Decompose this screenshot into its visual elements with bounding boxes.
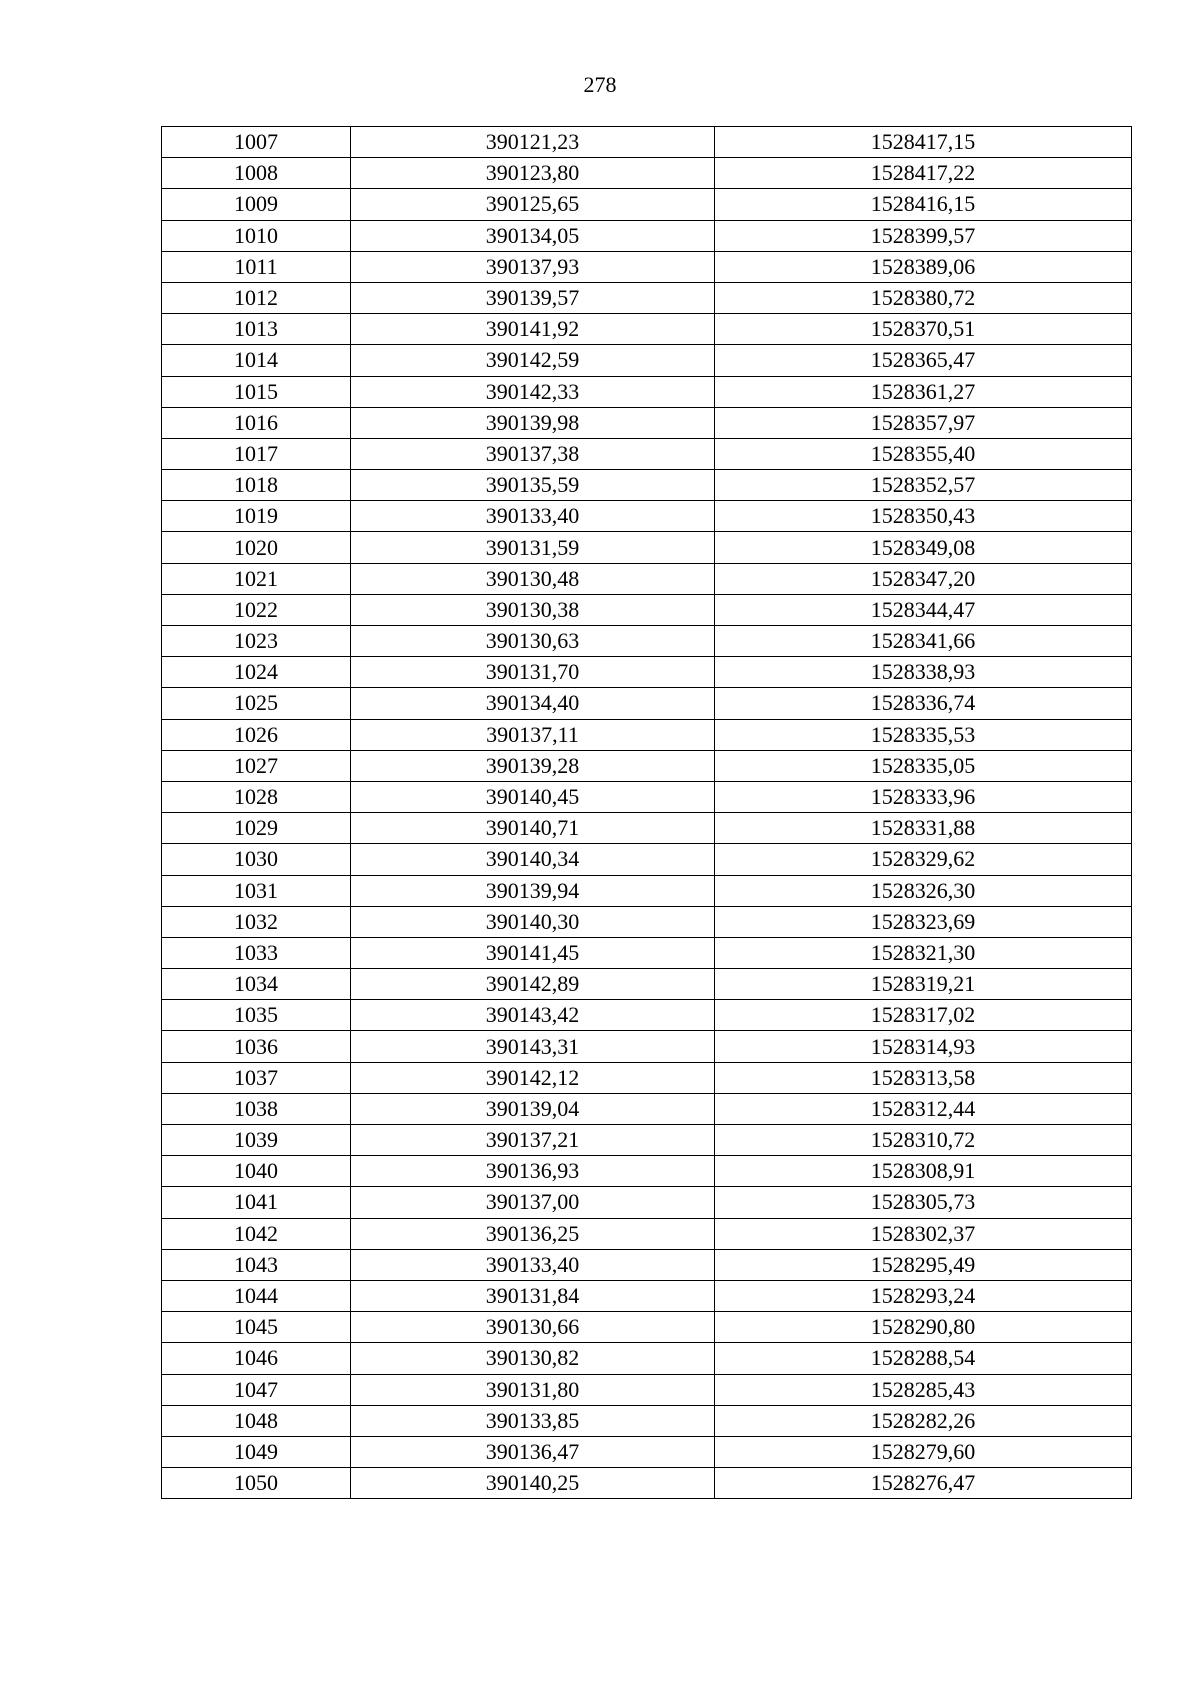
table-row (162, 657, 1132, 688)
x-coordinate-cell: 390142,59 (351, 345, 715, 376)
x-coordinate-cell: 390133,85 (351, 1405, 715, 1436)
point-number-cell: 1007 (162, 127, 351, 158)
table-row (162, 1468, 1132, 1499)
table-row (162, 189, 1132, 220)
point-number-cell: 1041 (162, 1187, 351, 1218)
x-coordinate-cell: 390130,66 (351, 1312, 715, 1343)
y-coordinate-cell: 1528344,47 (715, 594, 1132, 625)
x-coordinate-cell: 390142,89 (351, 969, 715, 1000)
point-number-cell: 1010 (162, 220, 351, 251)
y-coordinate-cell: 1528279,60 (715, 1436, 1132, 1467)
y-coordinate-cell: 1528338,93 (715, 657, 1132, 688)
coordinates-table (161, 126, 1132, 1499)
x-coordinate-cell: 390137,93 (351, 251, 715, 282)
point-number-cell: 1017 (162, 438, 351, 469)
x-coordinate-cell: 390143,42 (351, 1000, 715, 1031)
point-number-cell: 1047 (162, 1374, 351, 1405)
x-coordinate-cell: 390136,93 (351, 1156, 715, 1187)
x-coordinate-cell: 390130,63 (351, 626, 715, 657)
point-number-cell: 1015 (162, 376, 351, 407)
point-number-cell: 1008 (162, 158, 351, 189)
table-row (162, 906, 1132, 937)
point-number-cell: 1021 (162, 563, 351, 594)
point-number-cell: 1031 (162, 875, 351, 906)
point-number-cell: 1014 (162, 345, 351, 376)
x-coordinate-cell: 390139,57 (351, 282, 715, 313)
point-number-cell: 1038 (162, 1093, 351, 1124)
y-coordinate-cell: 1528317,02 (715, 1000, 1132, 1031)
table-row (162, 220, 1132, 251)
y-coordinate-cell: 1528335,53 (715, 719, 1132, 750)
y-coordinate-cell: 1528336,74 (715, 688, 1132, 719)
x-coordinate-cell: 390141,92 (351, 314, 715, 345)
x-coordinate-cell: 390130,48 (351, 563, 715, 594)
x-coordinate-cell: 390133,40 (351, 1249, 715, 1280)
y-coordinate-cell: 1528308,91 (715, 1156, 1132, 1187)
point-number-cell: 1025 (162, 688, 351, 719)
table-row (162, 1062, 1132, 1093)
table-row (162, 1125, 1132, 1156)
point-number-cell: 1018 (162, 470, 351, 501)
table-row (162, 563, 1132, 594)
y-coordinate-cell: 1528335,05 (715, 750, 1132, 781)
x-coordinate-cell: 390137,38 (351, 438, 715, 469)
x-coordinate-cell: 390130,38 (351, 594, 715, 625)
y-coordinate-cell: 1528326,30 (715, 875, 1132, 906)
point-number-cell: 1033 (162, 937, 351, 968)
table-row (162, 376, 1132, 407)
point-number-cell: 1020 (162, 532, 351, 563)
x-coordinate-cell: 390131,80 (351, 1374, 715, 1405)
point-number-cell: 1009 (162, 189, 351, 220)
y-coordinate-cell: 1528347,20 (715, 563, 1132, 594)
x-coordinate-cell: 390131,70 (351, 657, 715, 688)
x-coordinate-cell: 390143,31 (351, 1031, 715, 1062)
point-number-cell: 1026 (162, 719, 351, 750)
table-row (162, 781, 1132, 812)
table-row (162, 1218, 1132, 1249)
table-row (162, 532, 1132, 563)
y-coordinate-cell: 1528285,43 (715, 1374, 1132, 1405)
x-coordinate-cell: 390134,40 (351, 688, 715, 719)
x-coordinate-cell: 390139,28 (351, 750, 715, 781)
table-row (162, 1156, 1132, 1187)
table-row (162, 1093, 1132, 1124)
x-coordinate-cell: 390131,84 (351, 1280, 715, 1311)
table-row (162, 875, 1132, 906)
table-row (162, 470, 1132, 501)
y-coordinate-cell: 1528323,69 (715, 906, 1132, 937)
y-coordinate-cell: 1528288,54 (715, 1343, 1132, 1374)
table-row (162, 1436, 1132, 1467)
table-row (162, 1031, 1132, 1062)
y-coordinate-cell: 1528417,15 (715, 127, 1132, 158)
table-row (162, 282, 1132, 313)
table-row (162, 1000, 1132, 1031)
point-number-cell: 1049 (162, 1436, 351, 1467)
x-coordinate-cell: 390140,25 (351, 1468, 715, 1499)
y-coordinate-cell: 1528370,51 (715, 314, 1132, 345)
x-coordinate-cell: 390136,47 (351, 1436, 715, 1467)
table-row (162, 969, 1132, 1000)
table-row (162, 314, 1132, 345)
point-number-cell: 1037 (162, 1062, 351, 1093)
x-coordinate-cell: 390121,23 (351, 127, 715, 158)
table-row (162, 1374, 1132, 1405)
table-row (162, 813, 1132, 844)
y-coordinate-cell: 1528350,43 (715, 501, 1132, 532)
x-coordinate-cell: 390123,80 (351, 158, 715, 189)
y-coordinate-cell: 1528282,26 (715, 1405, 1132, 1436)
point-number-cell: 1027 (162, 750, 351, 781)
point-number-cell: 1044 (162, 1280, 351, 1311)
y-coordinate-cell: 1528349,08 (715, 532, 1132, 563)
table-row (162, 594, 1132, 625)
point-number-cell: 1013 (162, 314, 351, 345)
y-coordinate-cell: 1528310,72 (715, 1125, 1132, 1156)
x-coordinate-cell: 390140,71 (351, 813, 715, 844)
point-number-cell: 1042 (162, 1218, 351, 1249)
point-number-cell: 1024 (162, 657, 351, 688)
y-coordinate-cell: 1528313,58 (715, 1062, 1132, 1093)
table-row (162, 501, 1132, 532)
point-number-cell: 1035 (162, 1000, 351, 1031)
table-row (162, 407, 1132, 438)
point-number-cell: 1029 (162, 813, 351, 844)
point-number-cell: 1011 (162, 251, 351, 282)
x-coordinate-cell: 390140,30 (351, 906, 715, 937)
x-coordinate-cell: 390137,11 (351, 719, 715, 750)
y-coordinate-cell: 1528321,30 (715, 937, 1132, 968)
x-coordinate-cell: 390125,65 (351, 189, 715, 220)
y-coordinate-cell: 1528357,97 (715, 407, 1132, 438)
x-coordinate-cell: 390137,00 (351, 1187, 715, 1218)
point-number-cell: 1050 (162, 1468, 351, 1499)
table-row (162, 626, 1132, 657)
y-coordinate-cell: 1528295,49 (715, 1249, 1132, 1280)
x-coordinate-cell: 390136,25 (351, 1218, 715, 1249)
x-coordinate-cell: 390137,21 (351, 1125, 715, 1156)
table-row (162, 1405, 1132, 1436)
x-coordinate-cell: 390135,59 (351, 470, 715, 501)
y-coordinate-cell: 1528399,57 (715, 220, 1132, 251)
x-coordinate-cell: 390141,45 (351, 937, 715, 968)
table-row (162, 345, 1132, 376)
y-coordinate-cell: 1528305,73 (715, 1187, 1132, 1218)
y-coordinate-cell: 1528293,24 (715, 1280, 1132, 1311)
table-row (162, 750, 1132, 781)
point-number-cell: 1034 (162, 969, 351, 1000)
y-coordinate-cell: 1528380,72 (715, 282, 1132, 313)
x-coordinate-cell: 390130,82 (351, 1343, 715, 1374)
x-coordinate-cell: 390133,40 (351, 501, 715, 532)
table-row (162, 719, 1132, 750)
y-coordinate-cell: 1528417,22 (715, 158, 1132, 189)
table-row (162, 438, 1132, 469)
point-number-cell: 1028 (162, 781, 351, 812)
x-coordinate-cell: 390139,98 (351, 407, 715, 438)
point-number-cell: 1012 (162, 282, 351, 313)
x-coordinate-cell: 390131,59 (351, 532, 715, 563)
y-coordinate-cell: 1528333,96 (715, 781, 1132, 812)
x-coordinate-cell: 390140,45 (351, 781, 715, 812)
table-row (162, 1187, 1132, 1218)
point-number-cell: 1040 (162, 1156, 351, 1187)
point-number-cell: 1023 (162, 626, 351, 657)
y-coordinate-cell: 1528329,62 (715, 844, 1132, 875)
y-coordinate-cell: 1528276,47 (715, 1468, 1132, 1499)
x-coordinate-cell: 390140,34 (351, 844, 715, 875)
y-coordinate-cell: 1528361,27 (715, 376, 1132, 407)
y-coordinate-cell: 1528302,37 (715, 1218, 1132, 1249)
y-coordinate-cell: 1528355,40 (715, 438, 1132, 469)
y-coordinate-cell: 1528365,47 (715, 345, 1132, 376)
point-number-cell: 1043 (162, 1249, 351, 1280)
point-number-cell: 1039 (162, 1125, 351, 1156)
table-row (162, 127, 1132, 158)
table-row (162, 1312, 1132, 1343)
y-coordinate-cell: 1528389,06 (715, 251, 1132, 282)
point-number-cell: 1046 (162, 1343, 351, 1374)
point-number-cell: 1022 (162, 594, 351, 625)
table-row (162, 688, 1132, 719)
point-number-cell: 1016 (162, 407, 351, 438)
x-coordinate-cell: 390142,12 (351, 1062, 715, 1093)
x-coordinate-cell: 390134,05 (351, 220, 715, 251)
table-row (162, 1280, 1132, 1311)
x-coordinate-cell: 390139,94 (351, 875, 715, 906)
table-row (162, 937, 1132, 968)
y-coordinate-cell: 1528331,88 (715, 813, 1132, 844)
point-number-cell: 1048 (162, 1405, 351, 1436)
y-coordinate-cell: 1528341,66 (715, 626, 1132, 657)
point-number-cell: 1030 (162, 844, 351, 875)
point-number-cell: 1045 (162, 1312, 351, 1343)
y-coordinate-cell: 1528312,44 (715, 1093, 1132, 1124)
table-row (162, 1249, 1132, 1280)
table-body (162, 127, 1132, 1499)
y-coordinate-cell: 1528319,21 (715, 969, 1132, 1000)
x-coordinate-cell: 390142,33 (351, 376, 715, 407)
table-row (162, 251, 1132, 282)
point-number-cell: 1036 (162, 1031, 351, 1062)
x-coordinate-cell: 390139,04 (351, 1093, 715, 1124)
table-row (162, 1343, 1132, 1374)
y-coordinate-cell: 1528314,93 (715, 1031, 1132, 1062)
y-coordinate-cell: 1528352,57 (715, 470, 1132, 501)
table-row (162, 844, 1132, 875)
y-coordinate-cell: 1528416,15 (715, 189, 1132, 220)
point-number-cell: 1032 (162, 906, 351, 937)
page-number: 278 (583, 72, 617, 97)
table-row (162, 158, 1132, 189)
y-coordinate-cell: 1528290,80 (715, 1312, 1132, 1343)
point-number-cell: 1019 (162, 501, 351, 532)
